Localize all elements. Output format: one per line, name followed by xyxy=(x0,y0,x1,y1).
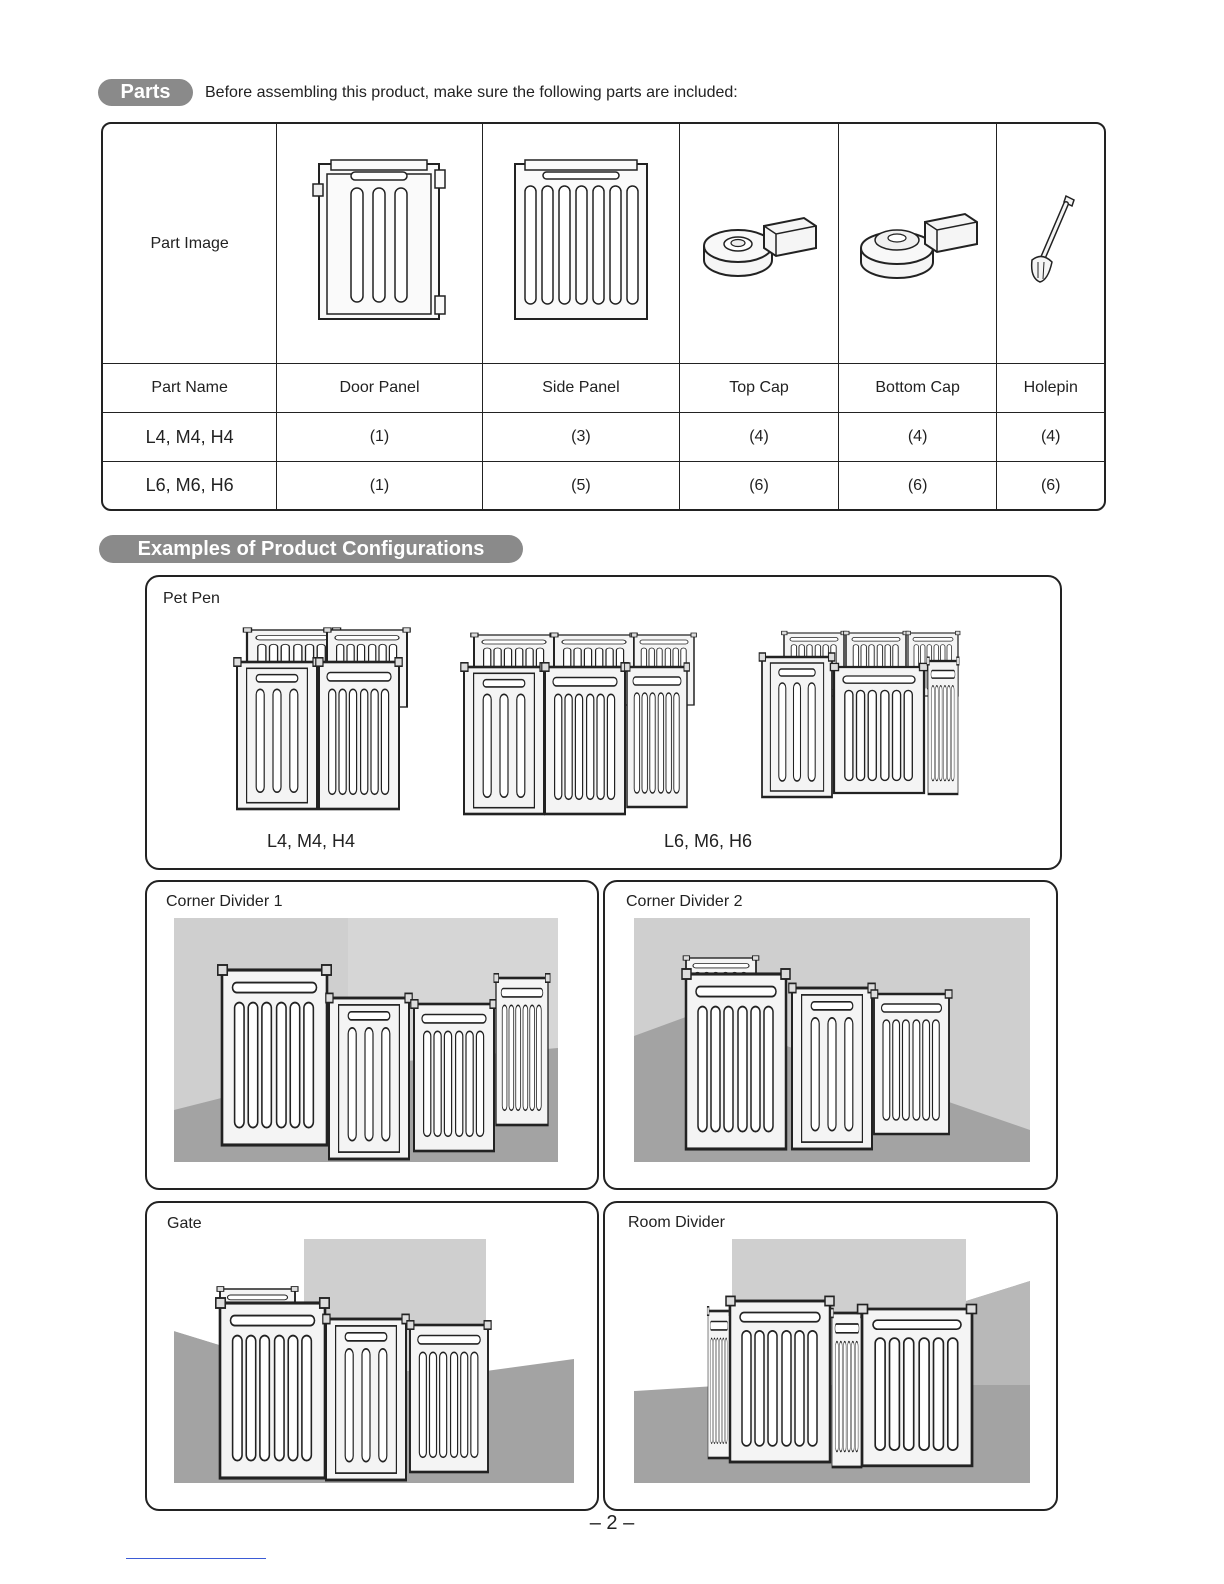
quantity-cell: (6) xyxy=(839,462,998,509)
part-image-row xyxy=(103,124,1104,364)
quantity-cell: (1) xyxy=(277,462,482,509)
quantity-cell: (1) xyxy=(277,413,482,462)
room-divider-title: Room Divider xyxy=(628,1214,725,1231)
top-cap-icon xyxy=(680,124,839,364)
configurations-badge: Examples of Product Configurations xyxy=(99,535,523,563)
part-name-top-cap: Top Cap xyxy=(680,364,839,413)
corner-divider-1-panel xyxy=(145,880,599,1190)
gate-title: Gate xyxy=(167,1215,202,1232)
parts-intro: Before assembling this product, make sure the following parts are included: xyxy=(205,84,738,101)
corner-divider-2-illustration xyxy=(634,918,1030,1162)
pet-pen-caption-6: L6, M6, H6 xyxy=(664,831,753,851)
pet-pen-small-illustration xyxy=(227,622,427,812)
part-name-side-panel: Side Panel xyxy=(483,364,681,413)
pet-pen-medium-illustration xyxy=(459,627,709,827)
quantity-cell: (3) xyxy=(483,413,681,462)
corner-divider-2-title: Corner Divider 2 xyxy=(626,893,743,910)
quantity-cell: (5) xyxy=(483,462,681,509)
gate-illustration xyxy=(174,1239,574,1483)
quantity-row-6 xyxy=(103,462,1104,509)
part-image-label: Part Image xyxy=(103,124,277,364)
pet-pen-large-illustration xyxy=(754,627,974,807)
corner-divider-1-illustration xyxy=(174,918,558,1162)
page-number: – 2 – xyxy=(589,1512,635,1534)
part-name-label: Part Name xyxy=(103,364,277,413)
room-divider-illustration xyxy=(634,1239,1030,1483)
side-panel-icon xyxy=(483,124,681,364)
gate-panel xyxy=(145,1201,599,1511)
quantity-row-4 xyxy=(103,413,1104,462)
door-panel-icon xyxy=(277,124,482,364)
quantity-cell: (4) xyxy=(997,413,1104,462)
quantity-cell: (4) xyxy=(839,413,998,462)
model-label: L6, M6, H6 xyxy=(103,462,277,509)
parts-table xyxy=(101,122,1106,511)
part-name-row xyxy=(103,364,1104,413)
part-name-holepin: Holepin xyxy=(997,364,1104,413)
bottom-cap-icon xyxy=(839,124,998,364)
model-label: L4, M4, H4 xyxy=(103,413,277,462)
holepin-icon xyxy=(997,124,1104,364)
room-divider-panel xyxy=(603,1201,1058,1511)
quantity-cell: (6) xyxy=(1040,476,1061,494)
quantity-cell: (6) xyxy=(680,462,839,509)
pet-pen-title: Pet Pen xyxy=(163,590,220,607)
pet-pen-panel xyxy=(145,575,1062,870)
part-name-door-panel: Door Panel xyxy=(277,364,482,413)
pet-pen-caption-4: L4, M4, H4 xyxy=(267,831,356,851)
corner-divider-1-title: Corner Divider 1 xyxy=(166,893,283,910)
quantity-cell: (4) xyxy=(680,413,839,462)
parts-badge: Parts xyxy=(98,79,193,106)
part-name-bottom-cap: Bottom Cap xyxy=(839,364,998,413)
footer-rule xyxy=(126,1558,266,1559)
corner-divider-2-panel xyxy=(603,880,1058,1190)
